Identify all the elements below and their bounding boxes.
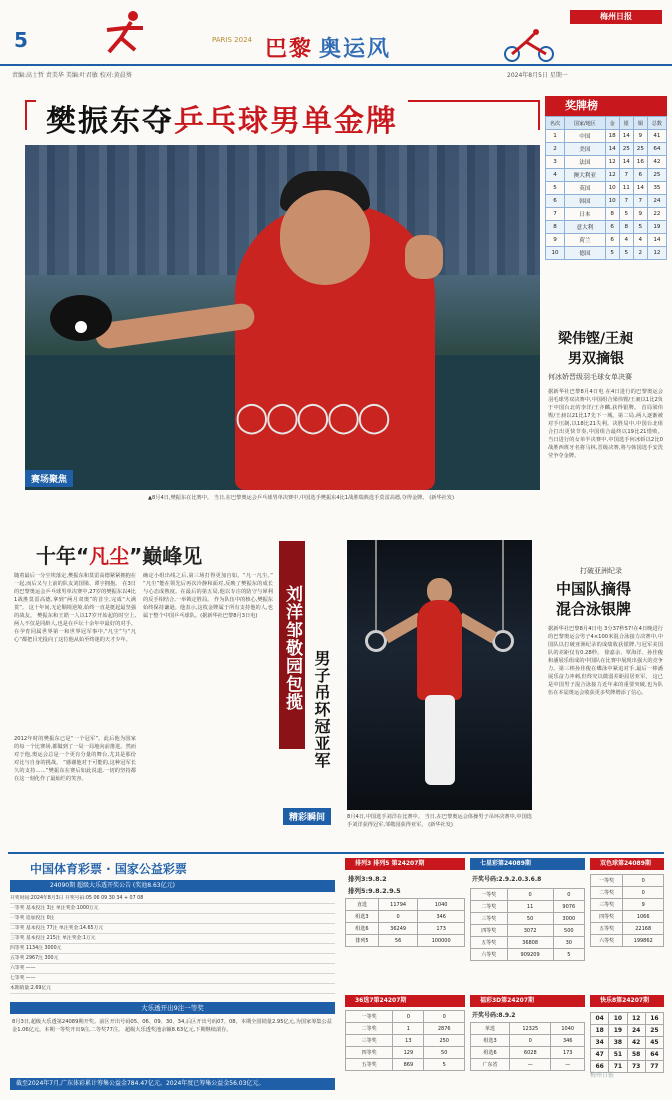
medal-cell: 14: [633, 182, 647, 195]
badminton-subtitle: 何冰娇晋级羽毛球女单决赛: [548, 373, 632, 381]
medal-cell: 7: [619, 169, 633, 182]
kl8-number: 64: [645, 1049, 663, 1061]
medal-cell: 6: [546, 195, 565, 208]
kl8-number: 24: [627, 1025, 645, 1037]
kl8-number: 45: [645, 1037, 663, 1049]
medal-cell: 8: [605, 208, 619, 221]
medal-row: [546, 169, 667, 182]
pl3-title: 排列3 排列5 第24207期: [345, 858, 465, 870]
feature-title-a: 十年“: [36, 544, 90, 568]
column-masthead: [265, 32, 391, 63]
medal-cell: 8: [546, 221, 565, 234]
olympic-rings-icon: ◯◯◯◯◯: [235, 400, 388, 435]
feature-body-col2: [14, 735, 136, 845]
lottery-header: 中国体育彩票 · 国家公益彩票: [30, 862, 187, 876]
paddle-icon: [50, 295, 112, 341]
lottery-subhead: 大乐透开出9注一等奖: [10, 1002, 335, 1014]
swimming-title-1: 中国队摘得: [556, 580, 632, 598]
fc3d-numbers: 开奖号码:8.9.2: [472, 1012, 516, 1019]
page-number: 5: [14, 28, 28, 52]
medal-column-header: 铜: [633, 117, 647, 130]
kl8-title: 快乐8第24207期: [590, 995, 664, 1007]
feature-body-col3: [143, 572, 273, 847]
swimming-kicker: 打破亚洲纪录: [580, 567, 622, 575]
section-tag-moment: 精彩瞬间: [283, 808, 331, 825]
ball-icon: [75, 321, 87, 333]
gymnastics-photo: [347, 540, 532, 810]
watermark: 梅州日报: [590, 1072, 615, 1079]
kl8-number: 51: [609, 1049, 627, 1061]
medal-cell: 5: [605, 247, 619, 260]
cyclist-icon: [500, 28, 560, 62]
kl8-number: 42: [627, 1037, 645, 1049]
shuangse-title: 双色球第24089期: [590, 858, 664, 870]
lottery-row: 三等奖 基本投注 215注 单注奖金:1万元: [10, 934, 335, 944]
medal-table: [545, 116, 667, 260]
medal-cell: 法国: [565, 156, 606, 169]
medal-cell: 14: [605, 143, 619, 156]
kl8-number: 47: [591, 1049, 609, 1061]
medal-row: [546, 182, 667, 195]
shuangse-grid: 一等奖 0 二等奖 0 三等奖 9 四等奖 1066 五等奖 22168 六等奖 199862: [590, 874, 664, 947]
kl8-number: 38: [609, 1037, 627, 1049]
medal-cell: 16: [633, 156, 647, 169]
medal-cell: 9: [633, 208, 647, 221]
kl8-number: 34: [591, 1037, 609, 1049]
kl8-number: 77: [645, 1061, 663, 1073]
pl3-numbers-a: 排列3:9.8.2: [348, 875, 387, 883]
kl8-number: 04: [591, 1013, 609, 1025]
medal-column-header: 金: [605, 117, 619, 130]
medal-column-header: 国家/地区: [565, 117, 606, 130]
lottery-row: 一等奖 追加投注 0注: [10, 914, 335, 924]
medal-cell: 14: [619, 156, 633, 169]
main-headline: [36, 96, 408, 140]
medal-cell: 18: [605, 130, 619, 143]
lottery-table: [10, 894, 335, 994]
lottery-row: 六等奖 ——: [10, 964, 335, 974]
medal-column-header: 总数: [647, 117, 666, 130]
qxc-numbers: 开奖号码:2.9.2.0.3.6.8: [472, 876, 542, 883]
medal-cell: 4: [619, 234, 633, 247]
medal-cell: 42: [647, 156, 666, 169]
medal-cell: 5: [633, 221, 647, 234]
kl8-number: 71: [609, 1061, 627, 1073]
medal-cell: 5: [619, 208, 633, 221]
medal-table-box: [545, 96, 667, 318]
pl3-grid: 直选 11794 1040 组选3 0 346 组选6 36249 173 排列5 56 100000: [345, 898, 465, 947]
fc3d-title: 福彩3D第24207期: [470, 995, 585, 1007]
medal-cell: 4: [546, 169, 565, 182]
masthead-part-b: 奥运风: [319, 37, 392, 62]
medal-row: [546, 247, 667, 260]
medal-cell: 日本: [565, 208, 606, 221]
kl8-number: 58: [627, 1049, 645, 1061]
cyclist-illustration: [500, 28, 560, 62]
swimming-body: 据新华社巴黎8月4日电 3分37秒57!在4日晚进行的巴黎奥运会男子4×100米混合泳接力决赛中,中国队以打破亚洲纪录的成绩收获银牌,与冠军美国队的差距仅有0.28秒。 徐嘉余、覃海洋、孙佳俊和潘展乐组成的中国队在比赛中展现出强大的竞争力。第三棒孙佳俊在蝶泳中紧追对手,最后一棒潘展乐奋力冲刺,但终究以微弱差距屈居亚军。 这已是中国男子混合泳接力近年来的重要突破,也为队伍在本届奥运会收获更多奖牌增添了信心。: [548, 626, 663, 696]
cz-grid: 一等奖 0 0 二等奖 1 2876 三等奖 13 250 四等奖 129 50 五等奖 869 5: [345, 1010, 465, 1071]
credits-line: 责编:高士哲 责美华 美编:叶君敏 校对:黄晨葵: [12, 72, 132, 79]
medal-cell: 德国: [565, 247, 606, 260]
kl8-number: 16: [645, 1013, 663, 1025]
medal-cell: 25: [647, 169, 666, 182]
medal-cell: 2: [546, 143, 565, 156]
medal-cell: 意大利: [565, 221, 606, 234]
lottery-bar: 24090期 超级大乐透开奖公告 (奖池8.63亿元): [10, 880, 335, 892]
paris-2024-emblem: PARIS 2024: [212, 36, 252, 44]
medal-cell: 7: [619, 195, 633, 208]
medal-cell: 6: [605, 221, 619, 234]
medal-cell: 9: [546, 234, 565, 247]
medal-cell: 11: [619, 182, 633, 195]
medal-cell: 6: [605, 234, 619, 247]
feature-title-highlight: 凡尘: [89, 544, 130, 568]
medal-cell: 19: [647, 221, 666, 234]
fc3d-grid: 单选 12325 1040 组选3 0 346 组选6 6028 173 广东省 — —: [470, 1022, 585, 1071]
gymnast-legs: [425, 695, 455, 785]
medal-cell: 韩国: [565, 195, 606, 208]
kl8-number: 73: [627, 1061, 645, 1073]
medal-row: [546, 130, 667, 143]
medal-cell: 7: [633, 195, 647, 208]
medal-cell: 35: [647, 182, 666, 195]
qxc-title: 七星彩第24089期: [470, 858, 585, 870]
medal-cell: 9: [633, 130, 647, 143]
cz-title: 36选7第24207期: [345, 995, 465, 1007]
medal-row: [546, 234, 667, 247]
medal-cell: 2: [633, 247, 647, 260]
kl8-number: 66: [591, 1061, 609, 1073]
medal-cell: 澳大利亚: [565, 169, 606, 182]
runner-illustration: [95, 8, 155, 58]
kl8-number: 10: [609, 1013, 627, 1025]
pl3-numbers-b: 排列5:9.8.2.9.5: [348, 887, 401, 895]
medal-table-title: 奖牌榜: [545, 96, 667, 116]
badminton-body: 据新华社巴黎8月4日电 在4日进行的巴黎奥运会羽毛球男双决赛中,中国组合梁伟铿/王昶以1比2负于中国台北的李洋/王齐麟,获得银牌。 首局梁伟铿/王昶以21比17先下一城。第二局,两人逐渐被对手压制,以18比21失利。决胜局中,中国台北组合打出更快节奏,中国组合最终以19比21惜败。 当日进行的女单半决赛中,中国选手何冰娇以2比0战胜西班牙名将马林,晋级决赛,将与韩国选手安洗莹争夺金牌。: [548, 389, 663, 459]
medal-column-header: 银: [619, 117, 633, 130]
medal-cell: 41: [647, 130, 666, 143]
feature-title-b: ”巅峰见: [129, 544, 203, 568]
medal-table-body: [546, 130, 667, 260]
medal-cell: 64: [647, 143, 666, 156]
medal-column-header: 名次: [546, 117, 565, 130]
feature-title: [36, 540, 202, 569]
swimming-title-2: 混合泳银牌: [556, 600, 632, 618]
medal-table-header: [546, 117, 667, 130]
feature-body-2: 2012年时的樊振东已是“一个冠军”。此后他为国家的每一个比赛场,都做到了一局一局地向前推进。然而对于他,奥运会总是一个更有分量的舞台,尤其是那份对比与自身的挑战。 “感谢他对于可能的,这种冠军长久的支持……”樊振东在赛后如此说道,一切的坚持都在这一刻化作了最灿烂的笑容。: [14, 736, 136, 782]
medal-row: [546, 221, 667, 234]
headline-prefix: 樊振东夺: [46, 104, 174, 139]
gymnastics-caption: 8月4日,中国选手刘洋在比赛中。 当日,在巴黎奥运会体操男子吊环决赛中,中国选手刘洋获得冠军,邹敬园获得亚军。 (新华社发): [347, 814, 532, 828]
gymnast-arm-right: [457, 613, 498, 643]
medal-cell: 6: [633, 169, 647, 182]
medal-cell: 22: [647, 208, 666, 221]
lottery-body: 8月3日,超级大乐透第24089期开奖。前区开出号码05、06、09、30、34,后区开出号码07、08。本期全国销量2.95亿元,为国家筹集公益金1.06亿元。本期一等奖开出9注,二等奖77注。 超级大乐透奖池余额8.63亿元,下期继续滚存。: [12, 1019, 332, 1033]
medal-row: [546, 143, 667, 156]
medal-cell: 10: [546, 247, 565, 260]
medal-cell: 14: [619, 130, 633, 143]
player-fist: [405, 235, 443, 279]
medal-cell: 25: [633, 143, 647, 156]
medal-row: [546, 156, 667, 169]
medal-cell: 7: [546, 208, 565, 221]
medal-cell: 14: [647, 234, 666, 247]
medal-cell: 美国: [565, 143, 606, 156]
section-tag-arena: 赛场聚焦: [25, 470, 73, 487]
medal-cell: 英国: [565, 182, 606, 195]
medal-cell: 8: [619, 221, 633, 234]
medal-cell: 24: [647, 195, 666, 208]
player-arm: [94, 302, 256, 350]
rope-left: [375, 540, 377, 630]
medal-cell: 10: [605, 182, 619, 195]
lottery-row: 二等奖 基本投注 77注 单注奖金:14.65万元: [10, 924, 335, 934]
lottery-row: 七等奖 ——: [10, 974, 335, 984]
medal-cell: 25: [619, 143, 633, 156]
lottery-row: 一等奖 基本投注 3注 单注奖金:1000万元: [10, 904, 335, 914]
runner-icon: [95, 8, 155, 58]
kl8-number: 25: [645, 1025, 663, 1037]
feature-body-3: 确定小组出线之后,第三场打得更加自如。“凡一凡尘。” “凡尘”能在领先后再次冷静和面对,反映了樊振东的成长与心态成熟度。在最后的第五局,他以专注的防守与犀利的反手相结合,一举锁定胜局。 作为队伍中的核心,樊振东始终保持谦逊。他表示,这枚金牌属于所有支持他的人,也属于整个中国乒乓球队。(据新华社巴黎8月3日电): [143, 573, 273, 619]
lottery-row: 开奖时间:2024年8月3日 开奖号码:05 06 09 30 34 + 07 08: [10, 894, 335, 904]
badminton-title-1: 梁伟铿/王昶: [558, 331, 634, 347]
qxc-grid: 一等奖 0 0 二等奖 11 9076 三等奖 50 3000 四等奖 3072 500 五等奖 36808 30 六等奖 909209 5: [470, 888, 585, 961]
masthead-part-a: 巴黎: [265, 37, 314, 62]
medal-row: [546, 195, 667, 208]
medal-cell: 中国: [565, 130, 606, 143]
medal-cell: 5: [619, 247, 633, 260]
gymnast-body: [417, 600, 462, 700]
medal-cell: 12: [605, 169, 619, 182]
gymnastics-title-red: 刘洋邹敬园包揽: [279, 541, 305, 749]
lottery-row: 四等奖 1134注 3000元: [10, 944, 335, 954]
badminton-title-2: 男双摘银: [568, 351, 624, 367]
paper-logo: 梅州日报: [570, 10, 662, 24]
kl8-number: 18: [591, 1025, 609, 1037]
medal-cell: 3: [546, 156, 565, 169]
medal-cell: 10: [605, 195, 619, 208]
photo1-caption: ▲8月4日,樊振东在比赛中。 当日,在巴黎奥运会乒乓球男单决赛中,中国选手樊振东4比1战胜瑞典选手莫雷高德,夺得金牌。 (新华社发): [148, 495, 455, 501]
medal-cell: 5: [546, 182, 565, 195]
rope-right: [502, 540, 504, 630]
masthead-band: [0, 0, 672, 66]
gymnastics-title-black: 男子吊环冠亚军: [312, 650, 331, 769]
section-divider: [8, 852, 664, 854]
lottery-row: 五等奖 2967注 300元: [10, 954, 335, 964]
medal-cell: 1: [546, 130, 565, 143]
kl8-number-grid: [590, 1012, 664, 1073]
kl8-number: 19: [609, 1025, 627, 1037]
medal-cell: 4: [633, 234, 647, 247]
medal-cell: 12: [647, 247, 666, 260]
medal-cell: 荷兰: [565, 234, 606, 247]
table-tennis-photo: [25, 145, 540, 490]
player-head: [280, 190, 370, 285]
headline-highlight: 乒乓球男单金牌: [174, 104, 398, 139]
lottery-row: 本期销量:2.69亿元: [10, 984, 335, 994]
medal-row: [546, 208, 667, 221]
date-line: 2024年8月5日 星期一: [507, 72, 568, 79]
kl8-number: 12: [627, 1013, 645, 1025]
lottery-footer: 截至2024年7月,广东体彩累计筹集公益金784.47亿元。2024年度已筹集公益金56.03亿元。: [10, 1078, 335, 1090]
medal-cell: 12: [605, 156, 619, 169]
feature-body-1: 随着最后一分尘埃落定,樊振东和莫雷高德紧紧拥抱在一起,而后又与上前的队友刘国梁、谭宇拥抱。 在3日的巴黎奥运会乒乓球男单决赛中,27岁的樊振东以4比1战胜莫雷高德,拿到“两月双奥”的首尘,完成“大满贯”。 这十年间,无论顺境逆境,始终一直是挺起最坚强的战友。 樊振东和王皓一人以17岁开始起的时空上,两人不仅是同龄人,也是在乒坛十余年中最好的对手。在孕育同属世界第一和世界冠军事中,“凡尘”与“凡心”都把目光投向了这位他从始至终迷的天才少年。: [14, 573, 136, 643]
